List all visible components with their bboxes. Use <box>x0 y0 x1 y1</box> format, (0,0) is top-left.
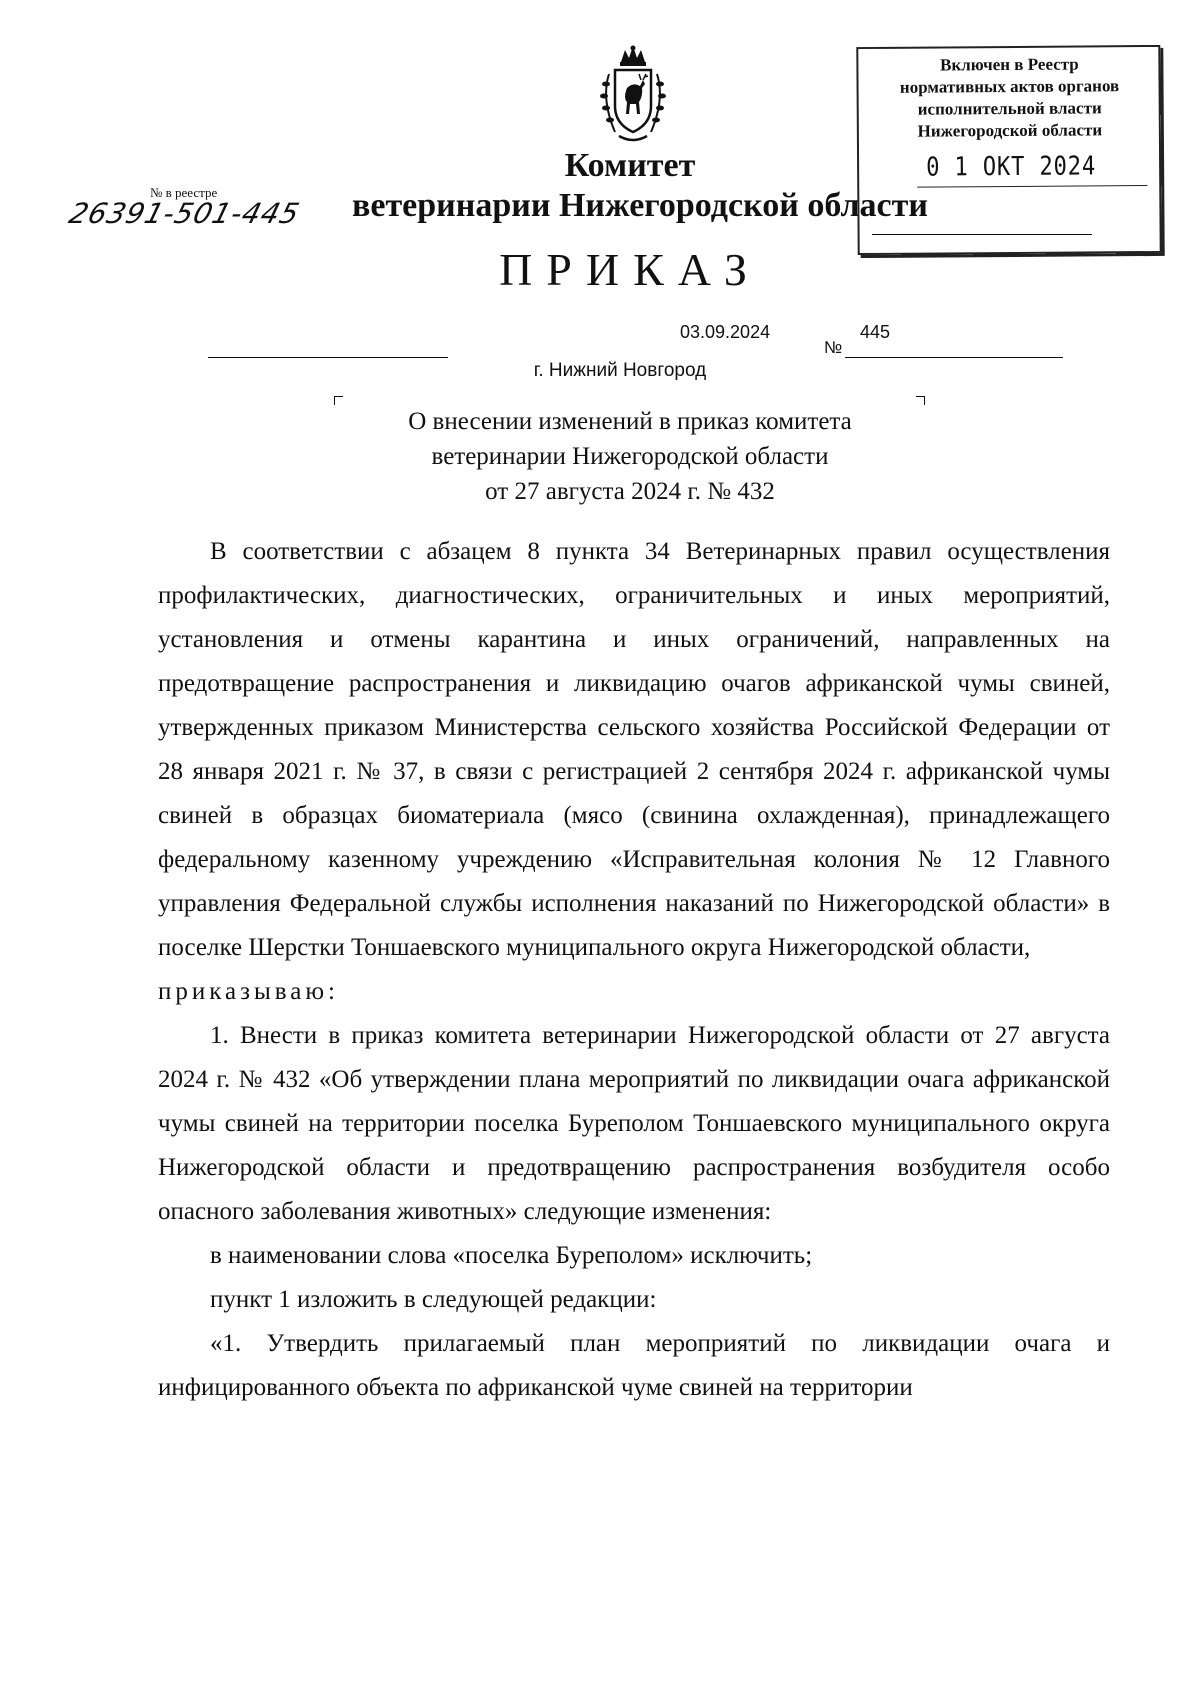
document-date: 03.09.2024 <box>680 322 771 342</box>
number-underline <box>845 357 1063 358</box>
stamp-number-underline <box>872 234 1092 235</box>
org-title-line2: ветеринарии Нижегородской области <box>352 187 928 224</box>
change-1-paragraph: в наименовании слова «поселка Буреполом» исключить; <box>210 1242 813 1269</box>
stamp-date: 0 1 ОКТ 2024 <box>926 151 1097 183</box>
subject-line: ветеринарии Нижегородской области <box>431 443 829 470</box>
date-underline <box>208 357 448 358</box>
quote-paragraph: «1. Утвердить прилагаемый план мероприятий по ликвидации очага и инфицированного объекта по африканской чуме свиней на территории <box>158 1330 1110 1401</box>
stamp-number-value: 26391-501-445 <box>65 197 304 230</box>
registry-stamp <box>856 45 1161 255</box>
stamp-text <box>864 53 1155 143</box>
stamp-line: Нижегородской области <box>917 120 1103 141</box>
stamp-line: нормативных актов органов <box>899 76 1120 97</box>
document-type: ПРИКАЗ <box>499 244 761 295</box>
number-sign: № <box>824 338 843 357</box>
coat-of-arms-icon <box>593 44 673 144</box>
document-subject <box>330 404 930 509</box>
stamp-number-label: № в реестре <box>150 185 218 200</box>
order-word: приказываю: <box>158 978 339 1005</box>
change-2-paragraph: пункт 1 изложить в следующей редакции: <box>210 1286 657 1313</box>
item-1-paragraph: 1. Внести в приказ комитета ветеринарии Нижегородской области от 27 августа 2024 г. № 432 «Об утверждении плана мероприятий по ликвидации очага африканской чумы свиней на территории поселка Буреполом Тоншаевского муниципального округа Нижегородской области и предотвращению распространения возбудителя особо опасного заболевания животных» следующие изменения: <box>158 1022 1110 1225</box>
stamp-divider <box>917 185 1147 188</box>
document-number: 445 <box>860 322 891 342</box>
org-title-line1: Комитет <box>564 147 696 184</box>
document-city: г. Нижний Новгород <box>533 360 707 381</box>
stamp-line: исполнительной власти <box>917 98 1102 119</box>
subject-line: О внесении изменений в приказ комитета <box>408 408 852 435</box>
preamble-paragraph: В соответствии с абзацем 8 пункта 34 Ветеринарных правил осуществления профилактических, диагностических, ограничительных и иных мероприятий, установления и отмены карантина и иных ограничений, направленных на предотвращение распространения и ликвидацию очагов африканской чумы свиней, утвержденных приказом Министерства сельского хозяйства Российской Федерации от 28 января 2021 г. № 37, в связи с регистрацией 2 сентября 2024 г. африканской чумы свиней в образцах биоматериала (мясо (свинина охлажденная), принадлежащего федеральному казенному учреждению «Исправительная колония № 12 Главного управления Федеральной службы исполнения наказаний по Нижегородской области» в поселке Шерстки Тоншаевского муниципального округа Нижегородской области, <box>158 538 1110 961</box>
subject-line: от 27 августа 2024 г. № 432 <box>485 478 775 505</box>
stamp-line: Включен в Реестр <box>940 54 1079 75</box>
document-body <box>158 530 1110 1410</box>
